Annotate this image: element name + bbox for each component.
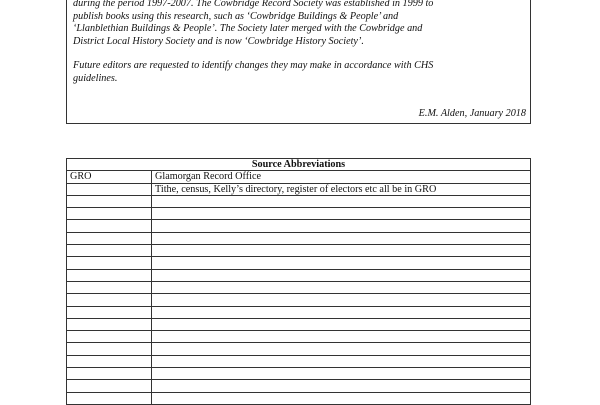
- description-cell: Tithe, census, Kelly’s directory, register of electors etc all be in GRO: [152, 183, 531, 195]
- description-cell: [152, 208, 531, 220]
- description-cell: [152, 232, 531, 244]
- intro-line: publish books using this research, such as ‘Cowbridge Buildings & People’ and: [73, 10, 399, 22]
- abbreviation-cell: [67, 269, 152, 281]
- table-row: [67, 380, 531, 392]
- abbreviation-cell: [67, 355, 152, 367]
- abbreviation-cell: [67, 257, 152, 269]
- description-cell: [152, 380, 531, 392]
- abbreviation-cell: [67, 294, 152, 306]
- intro-paragraph-1: [73, 0, 524, 48]
- description-cell: [152, 306, 531, 318]
- description-cell: [152, 343, 531, 355]
- abbreviation-cell: [67, 380, 152, 392]
- description-cell: [152, 220, 531, 232]
- abbreviation-cell: [67, 368, 152, 380]
- table-row: [67, 220, 531, 232]
- table-row: [67, 306, 531, 318]
- abbreviation-cell: [67, 183, 152, 195]
- description-cell: [152, 245, 531, 257]
- intro-line: ‘Llanblethian Buildings & People’. The Society later merged with the Cowbridge and: [73, 23, 423, 35]
- table-row: [67, 294, 531, 306]
- abbreviation-cell: [67, 245, 152, 257]
- abbreviation-cell: [67, 220, 152, 232]
- abbreviation-cell: [67, 208, 152, 220]
- table-row: [67, 392, 531, 404]
- intro-line: during the period 1997-2007. The Cowbridge Record Society was established in 1999 to: [73, 0, 434, 9]
- description-cell: [152, 195, 531, 207]
- description-cell: [152, 355, 531, 367]
- table-row: [67, 355, 531, 367]
- description-cell: [152, 294, 531, 306]
- intro-line: Future editors are requested to identify changes they may make in accordance with CHS: [73, 60, 434, 72]
- table-row: [67, 343, 531, 355]
- intro-text-box: [66, 0, 531, 124]
- table-row: [67, 195, 531, 207]
- table-body: [67, 171, 531, 405]
- table-row: [67, 331, 531, 343]
- abbreviation-cell: [67, 281, 152, 293]
- table-row: [67, 318, 531, 330]
- description-cell: [152, 281, 531, 293]
- table-row: [67, 208, 531, 220]
- description-cell: Glamorgan Record Office: [152, 171, 531, 183]
- abbreviation-cell: [67, 318, 152, 330]
- table-row: [67, 245, 531, 257]
- description-cell: [152, 368, 531, 380]
- table-row: [67, 281, 531, 293]
- intro-paragraph-2: [73, 60, 524, 85]
- description-cell: [152, 318, 531, 330]
- description-cell: [152, 269, 531, 281]
- intro-line: District Local History Society and is now ‘Cowbridge History Society’.: [73, 35, 364, 47]
- table-row: [67, 257, 531, 269]
- description-cell: [152, 257, 531, 269]
- description-cell: [152, 331, 531, 343]
- source-abbreviations-table: [66, 158, 531, 405]
- signature: E.M. Alden, January 2018: [418, 108, 526, 119]
- table-row: [67, 368, 531, 380]
- abbreviation-cell: [67, 306, 152, 318]
- abbreviation-cell: [67, 343, 152, 355]
- table-row: [67, 183, 531, 195]
- table-title: Source Abbreviations: [67, 159, 531, 171]
- abbreviation-cell: [67, 232, 152, 244]
- table-row: [67, 269, 531, 281]
- abbreviation-cell: [67, 195, 152, 207]
- abbreviation-cell: [67, 331, 152, 343]
- abbreviation-cell: GRO: [67, 171, 152, 183]
- table-row: [67, 171, 531, 183]
- description-cell: [152, 392, 531, 404]
- abbreviation-cell: [67, 392, 152, 404]
- table-row: [67, 232, 531, 244]
- intro-line: guidelines.: [73, 72, 118, 84]
